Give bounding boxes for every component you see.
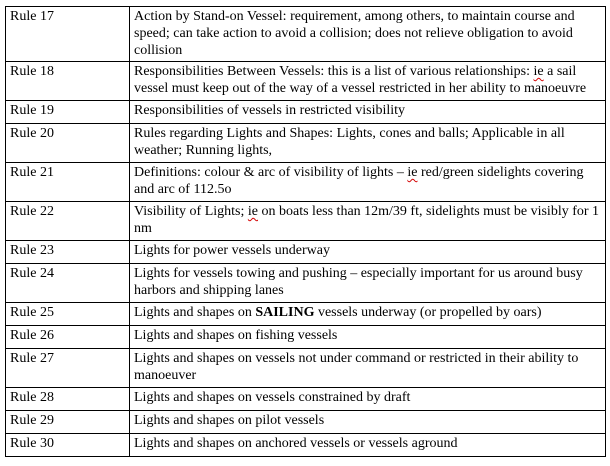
rule-number: Rule 29 — [6, 411, 130, 434]
rule-description-text: Lights and shapes on — [134, 305, 256, 320]
table-row — [6, 434, 606, 457]
spellcheck-flagged-word: ie — [533, 64, 544, 79]
table-row — [6, 124, 606, 163]
rule-description: Rules regarding Lights and Shapes: Lights, cones and balls; Applicable in all weather; Running lights, — [130, 124, 606, 163]
rule-number: Rule 24 — [6, 264, 130, 303]
colregs-rules-table — [5, 6, 606, 457]
spellcheck-flagged-word: ie — [247, 204, 258, 219]
rule-description: Lights and shapes on vessels not under command or restricted in their ability to manoeuver — [130, 349, 606, 388]
rule-number: Rule 30 — [6, 434, 130, 457]
rule-description-text: Visibility of Lights; — [134, 204, 248, 219]
table-row — [6, 163, 606, 202]
table-row — [6, 349, 606, 388]
rule-number: Rule 25 — [6, 303, 130, 326]
rule-description — [130, 62, 606, 101]
rule-number: Rule 17 — [6, 7, 130, 62]
emphasized-word: SAILING — [255, 305, 315, 320]
table-row — [6, 62, 606, 101]
rule-description: Lights and shapes on anchored vessels or vessels aground — [130, 434, 606, 457]
rule-number: Rule 20 — [6, 124, 130, 163]
rule-description: Responsibilities of vessels in restricted visibility — [130, 101, 606, 124]
rule-number: Rule 28 — [6, 388, 130, 411]
rule-number: Rule 27 — [6, 349, 130, 388]
rule-description-text: a sail vessel must keep out of the way of a vessel restricted in her ability to manoeuvre — [134, 64, 587, 96]
table-row — [6, 264, 606, 303]
rule-description: Action by Stand-on Vessel: requirement, among others, to maintain course and speed; can take action to avoid a collision; does not relieve obligation to avoid collision — [130, 7, 606, 62]
rule-description: Lights for vessels towing and pushing – especially important for us around busy harbors and shipping lanes — [130, 264, 606, 303]
table-row — [6, 101, 606, 124]
rule-number: Rule 22 — [6, 202, 130, 241]
rule-number: Rule 21 — [6, 163, 130, 202]
table-row — [6, 388, 606, 411]
rule-number: Rule 19 — [6, 101, 130, 124]
rule-description-text: Responsibilities Between Vessels: this is a list of various relationships: — [134, 64, 534, 79]
rule-description: Lights and shapes on vessels constrained by draft — [130, 388, 606, 411]
rule-description — [130, 303, 606, 326]
rule-description — [130, 202, 606, 241]
rule-description-text: vessels underway (or propelled by oars) — [314, 305, 542, 320]
rule-description: Lights and shapes on pilot vessels — [130, 411, 606, 434]
table-row — [6, 326, 606, 349]
rule-number: Rule 18 — [6, 62, 130, 101]
table-row — [6, 303, 606, 326]
rule-description: Lights and shapes on fishing vessels — [130, 326, 606, 349]
table-row — [6, 202, 606, 241]
table-row — [6, 411, 606, 434]
rule-description — [130, 163, 606, 202]
rule-description-text: Definitions: colour & arc of visibility of lights – — [134, 165, 408, 180]
table-row — [6, 7, 606, 62]
rule-description-text: red/green sidelights covering and arc of 112.5o — [134, 165, 584, 197]
rule-description: Lights for power vessels underway — [130, 241, 606, 264]
rule-number: Rule 23 — [6, 241, 130, 264]
spellcheck-flagged-word: ie — [407, 165, 418, 180]
rule-number: Rule 26 — [6, 326, 130, 349]
rule-description-text: on boats less than 12m/39 ft, sidelights must be visibly for 1 nm — [134, 204, 600, 236]
table-row — [6, 241, 606, 264]
